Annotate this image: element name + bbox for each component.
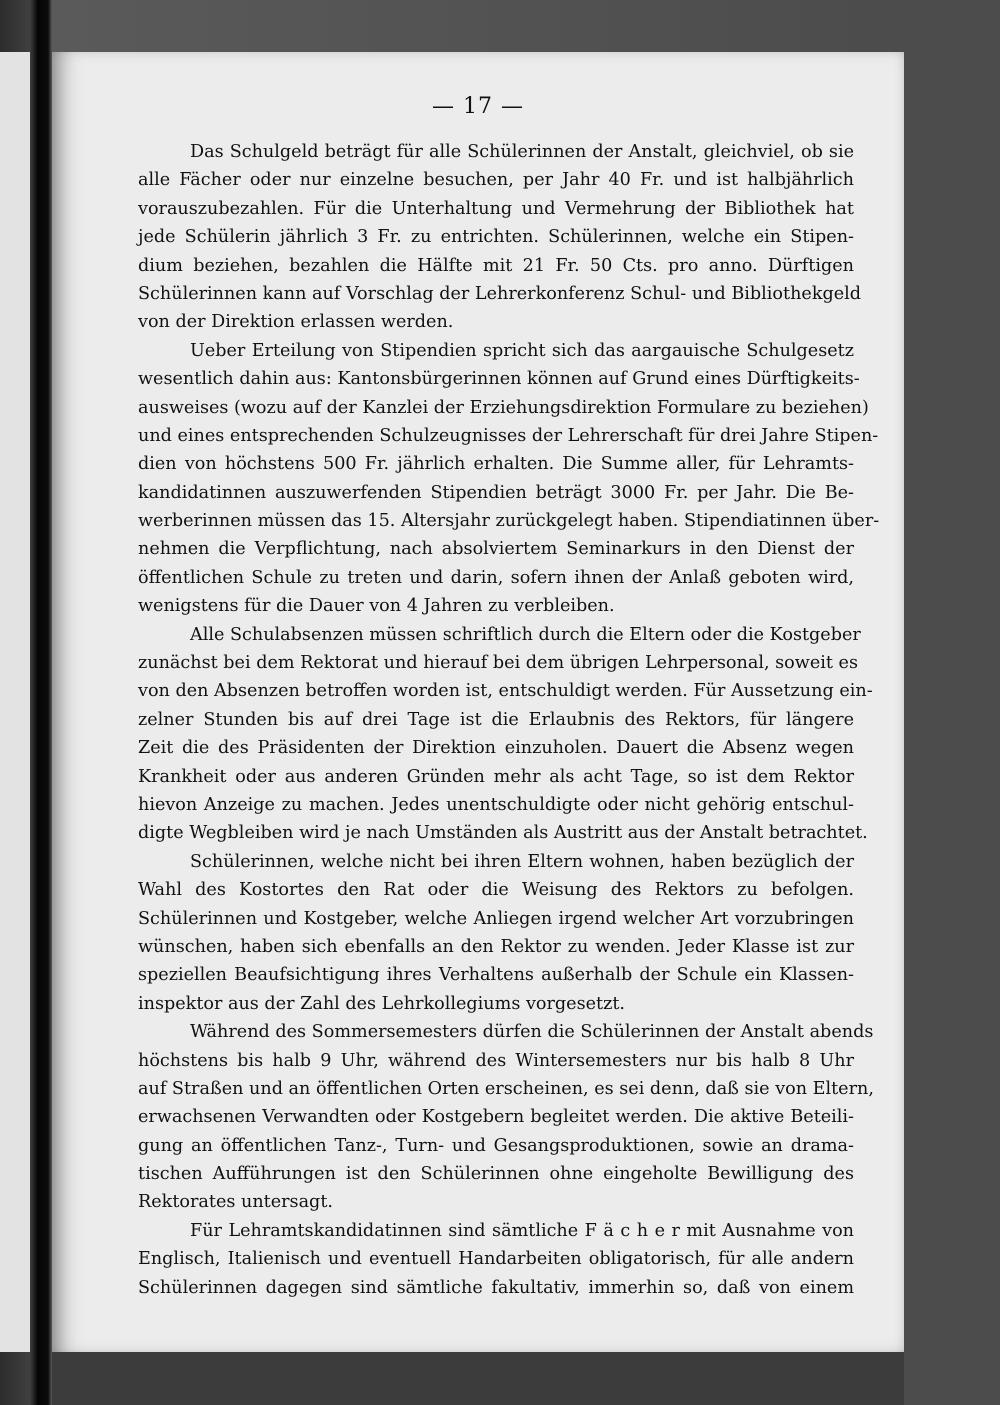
text-line: Während des Sommersemesters dürfen die Schülerinnen der Anstalt abends — [190, 1022, 874, 1043]
text-line: inspektor aus der Zahl des Lehrkollegiums vorgesetzt. — [138, 993, 626, 1014]
text-line: digte Wegbleiben wird je nach Umständen als Austritt aus der Anstalt betrachtet. — [138, 823, 868, 844]
text-line: vorauszubezahlen. Für die Unterhaltung und Vermehrung der Bibliothek hat — [138, 198, 854, 219]
text-line: Schülerinnen und Kostgeber, welche Anliegen irgend welcher Art vorzubringen — [138, 908, 854, 929]
text-line: wünschen, haben sich ebenfalls an den Rektor zu wenden. Jeder Klasse ist zur — [138, 936, 854, 957]
paragraph — [138, 1217, 854, 1302]
text-line: Ueber Erteilung von Stipendien spricht sich das aargauische Schulgesetz — [190, 340, 854, 361]
text-line: und eines entsprechenden Schulzeugnisses der Lehrerschaft für drei Jahre Stipen- — [138, 425, 879, 446]
text-line: Rektorates untersagt. — [138, 1192, 333, 1213]
page-number: — 17 — — [432, 94, 524, 119]
scan-border-right — [904, 0, 1000, 1405]
paragraph — [138, 621, 873, 848]
text-line: zunächst bei dem Rektorat und hierauf bei dem übrigen Lehrpersonal, soweit es — [138, 653, 858, 674]
text-line: kandidatinnen auszuwerfenden Stipendien beträgt 3000 Fr. per Jahr. Die Be- — [138, 482, 854, 503]
text-line: Schülerinnen kann auf Vorschlag der Lehrerkonferenz Schul- und Bibliothekgeld — [138, 283, 862, 304]
text-line: Für Lehramtskandidatinnen sind sämtliche F ä c h e r mit Ausnahme von — [190, 1220, 854, 1241]
text-line: Zeit die des Präsidenten der Direktion einzuholen. Dauert die Absenz wegen — [138, 738, 854, 759]
text-line: alle Fächer oder nur einzelne besuchen, per Jahr 40 Fr. und ist halbjährlich — [138, 170, 854, 191]
text-line: erwachsenen Verwandten oder Kostgebern begleitet werden. Die aktive Beteili- — [138, 1107, 854, 1128]
scan-border-bottom — [52, 1352, 904, 1405]
text-line: Schülerinnen dagegen sind sämtliche fakultativ, immerhin so, daß von einem — [138, 1277, 854, 1298]
text-line: gung an öffentlichen Tanz-, Turn- und Gesangsproduktionen, sowie an drama- — [138, 1135, 854, 1156]
body-text — [138, 138, 880, 1302]
text-line: wesentlich dahin aus: Kantonsbürgerinnen können auf Grund eines Dürftigkeits- — [138, 369, 860, 390]
text-line: dium beziehen, bezahlen die Hälfte mit 21 Fr. 50 Cts. pro anno. Dürftigen — [138, 255, 854, 276]
text-line: auf Straßen und an öffentlichen Orten erscheinen, es sei denn, daß sie von Eltern, — [138, 1078, 874, 1099]
text-line: Englisch, Italienisch und eventuell Handarbeiten obligatorisch, für alle andern — [138, 1249, 854, 1270]
text-line: ausweises (wozu auf der Kanzlei der Erziehungsdirektion Formulare zu beziehen) — [138, 397, 869, 418]
text-line: Das Schulgeld beträgt für alle Schülerinnen der Anstalt, gleichviel, ob sie — [190, 142, 854, 162]
paragraph — [138, 337, 880, 621]
text-line: öffentlichen Schule zu treten und darin, sofern ihnen der Anlaß geboten wird, — [138, 567, 854, 588]
text-line: von der Direktion erlassen werden. — [138, 312, 454, 333]
text-line: werberinnen müssen das 15. Altersjahr zurückgelegt haben. Stipendiatinnen über- — [138, 511, 880, 532]
text-line: Schülerinnen, welche nicht bei ihren Eltern wohnen, haben bezüglich der — [190, 851, 854, 872]
text-line: hievon Anzeige zu machen. Jedes unentschuldigte oder nicht gehörig entschul- — [138, 794, 854, 815]
text-line: tischen Aufführungen ist den Schülerinnen ohne eingeholte Bewilligung des — [138, 1164, 854, 1185]
paragraph — [138, 1018, 874, 1217]
text-line: jede Schülerin jährlich 3 Fr. zu entrichten. Schülerinnen, welche ein Stipen- — [138, 227, 854, 248]
document-page — [52, 52, 904, 1352]
text-line: Krankheit oder aus anderen Gründen mehr als acht Tage, so ist dem Rektor — [138, 766, 854, 787]
text-line: Wahl des Kostortes den Rat oder die Weisung des Rektors zu befolgen. — [138, 880, 854, 901]
text-line: höchstens bis halb 9 Uhr, während des Wintersemesters nur bis halb 8 Uhr — [138, 1050, 854, 1071]
paragraph — [138, 138, 862, 337]
text-line: Alle Schulabsenzen müssen schriftlich durch die Eltern oder die Kostgeber — [190, 624, 861, 645]
text-line: zelner Stunden bis auf drei Tage ist die Erlaubnis des Rektors, für längere — [138, 709, 854, 730]
text-line: wenigstens für die Dauer von 4 Jahren zu verbleiben. — [138, 596, 615, 617]
text-line: speziellen Beaufsichtigung ihres Verhaltens außerhalb der Schule ein Klassen- — [138, 965, 854, 986]
text-line: dien von höchstens 500 Fr. jährlich erhalten. Die Summe aller, für Lehramts- — [138, 454, 854, 475]
paragraph — [138, 848, 854, 1018]
text-line: von den Absenzen betroffen worden ist, entschuldigt werden. Für Aussetzung ein- — [138, 681, 873, 702]
text-line: nehmen die Verpflichtung, nach absolviertem Seminarkurs in den Dienst der — [138, 539, 854, 560]
previous-page-edge — [0, 52, 30, 1352]
